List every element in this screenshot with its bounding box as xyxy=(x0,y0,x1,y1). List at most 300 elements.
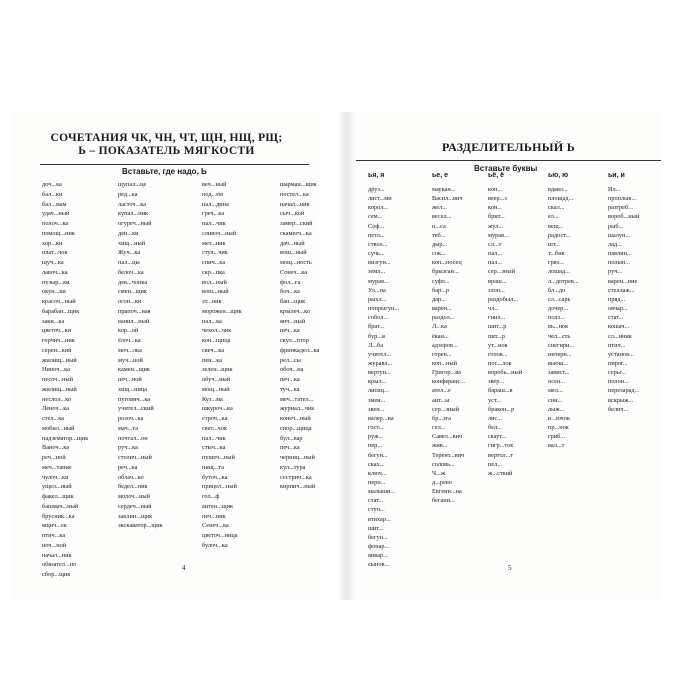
word-item: стыч...ка xyxy=(202,444,226,452)
word-item: свет...чок xyxy=(202,424,227,432)
word-item: Ул...на xyxy=(368,286,386,294)
word-item: пушеч...ный xyxy=(202,454,235,461)
word-item: башмач...ный xyxy=(42,502,79,510)
word-item: вертун... xyxy=(368,369,391,377)
word-item: почтал...он xyxy=(118,434,148,442)
word-item: ущел...ный xyxy=(42,483,72,491)
word-item: сем... xyxy=(368,213,383,221)
word-item: шит... xyxy=(368,524,384,532)
word-item: зелен...щик xyxy=(202,366,233,374)
word-item: пал...дина xyxy=(202,200,229,208)
word-item: стел...ка xyxy=(42,415,64,422)
word-item: жул... xyxy=(488,222,504,230)
word-item: сок... xyxy=(432,250,446,258)
word-item: пузыр...ки xyxy=(42,278,70,286)
word-item: стат... xyxy=(608,314,624,322)
word-item: нищ...та xyxy=(202,463,224,471)
word-item: купал...ник xyxy=(118,210,149,218)
word-item: Сенеч...ка xyxy=(202,522,229,530)
word-item: руж... xyxy=(368,433,384,441)
word-item: рыхл... xyxy=(368,295,387,303)
word-item: воробь...ный xyxy=(488,369,523,377)
word-item: конеч...ный xyxy=(280,415,311,422)
word-item: мет...ник xyxy=(202,239,226,247)
word-item: вьюш... xyxy=(548,359,569,367)
word-item: Савел...вич xyxy=(432,433,463,441)
word-item: бл...до xyxy=(548,286,566,294)
word-item: Ниноч...ка xyxy=(42,366,70,374)
word-item: звер... xyxy=(488,378,505,386)
word-item: ёлоч...ка xyxy=(118,337,141,344)
word-item: сердеч...ный xyxy=(118,502,152,510)
word-item: вош...ный xyxy=(280,249,307,257)
word-column-3 xyxy=(488,185,522,478)
word-item: осен... xyxy=(548,378,566,386)
word-item: жив... xyxy=(432,442,448,450)
word-item: пер... xyxy=(368,442,383,450)
word-item: бур...я xyxy=(368,332,385,340)
word-item: журнал...чик xyxy=(280,405,315,413)
word-item: Ил... xyxy=(608,186,621,193)
word-item: крыл... xyxy=(368,378,387,386)
word-item: пал...цы xyxy=(118,259,140,266)
book-gutter xyxy=(338,112,356,600)
word-item: учител... xyxy=(368,350,392,358)
word-item: корол... xyxy=(368,204,388,212)
word-item: серьг... xyxy=(608,369,627,377)
word-item: бар...р xyxy=(432,286,450,294)
word-item: лад... xyxy=(608,240,622,248)
word-item: вертол...т xyxy=(488,451,514,459)
word-item: чехол...чик xyxy=(202,327,232,335)
word-item: Л...ба xyxy=(368,341,383,349)
word-item: песоч...ный xyxy=(42,376,73,383)
word-item: учител...ский xyxy=(118,405,154,413)
word-item: жилищ...ный xyxy=(42,385,77,393)
word-item: печ...ка xyxy=(280,376,300,383)
word-item: моч...лка xyxy=(118,346,142,354)
word-item: шит...р xyxy=(488,323,507,331)
word-item: гол...ф xyxy=(202,493,220,500)
word-item: малыши... xyxy=(368,488,396,496)
word-item: дыр... xyxy=(432,240,448,248)
word-column-1 xyxy=(368,185,399,570)
column-header-1: ья, я xyxy=(368,172,385,179)
word-item: друз... xyxy=(368,186,385,193)
word-item: пел... xyxy=(488,460,503,468)
column-header-3: ьё, ё xyxy=(488,172,504,179)
word-item: весел... xyxy=(432,213,452,221)
word-item: Терент...вич xyxy=(432,451,465,459)
word-item: гигр...ток xyxy=(488,442,514,450)
word-item: адзоров... xyxy=(432,341,458,349)
word-item: визгун... xyxy=(368,259,391,267)
word-item: пал...ка xyxy=(202,317,222,325)
word-item: кон... xyxy=(488,204,502,212)
word-column-1 xyxy=(42,180,88,580)
word-item: вь...нок xyxy=(548,323,569,331)
word-item: огуреч...ный xyxy=(118,220,152,227)
word-item: овчар... xyxy=(608,305,628,313)
word-item: ящич...ек xyxy=(42,522,67,530)
word-item: мобил...ный xyxy=(42,424,75,432)
word-item: дар... xyxy=(432,295,446,303)
word-item: брызган... xyxy=(432,268,459,276)
word-item: обязател...но xyxy=(42,561,77,569)
word-item: птич...ка xyxy=(42,532,66,539)
word-item: д...рево xyxy=(432,479,452,486)
word-item: разгреб... xyxy=(608,204,633,212)
word-item: пал... xyxy=(488,250,503,258)
word-item: вдавл... xyxy=(548,186,568,193)
word-item: прапоч...ная xyxy=(118,307,151,315)
word-item: шт... xyxy=(548,240,560,248)
word-item: вещ... xyxy=(548,222,564,230)
word-item: бал...ки xyxy=(42,190,63,198)
word-item: т...бик xyxy=(548,250,565,258)
column-header-5: ьи, и xyxy=(608,172,625,179)
word-item: земл... xyxy=(368,268,386,276)
word-item: щуч...ка xyxy=(42,259,64,266)
word-item: ласточ...ка xyxy=(118,200,147,208)
word-item: боч...ка xyxy=(280,288,300,296)
word-item: скаут... xyxy=(488,433,507,441)
right-instruction: Вставьте буквы xyxy=(474,164,538,173)
word-item: Евгени...на xyxy=(432,488,462,496)
word-item: сбор...щик xyxy=(42,571,71,578)
word-item: конферанс... xyxy=(432,378,465,386)
word-column-4 xyxy=(548,185,579,451)
word-item: хищ...ница xyxy=(118,385,147,393)
left-page xyxy=(14,112,319,600)
word-item: лисиц... xyxy=(368,387,389,395)
word-item: жел... xyxy=(432,204,447,212)
word-item: сел... xyxy=(432,424,446,432)
word-item: теб... xyxy=(432,231,446,239)
word-item: неслол...ко xyxy=(42,395,72,403)
word-item: скал... xyxy=(548,204,565,212)
word-item: ант...ы xyxy=(432,396,450,404)
word-item: проплыв... xyxy=(608,195,637,203)
word-item: облач...ко xyxy=(118,473,144,481)
word-item: завист... xyxy=(548,369,570,377)
word-item: муч...ной xyxy=(118,356,143,364)
word-item: кирпич...ный xyxy=(280,483,316,491)
word-item: веч...ный xyxy=(202,181,227,188)
word-item: печ...ка xyxy=(280,327,300,335)
word-item: бегани... xyxy=(432,497,455,505)
word-item: мурав... xyxy=(488,231,509,239)
word-item: брит... xyxy=(488,213,505,221)
word-item: коп...носец xyxy=(432,259,462,267)
word-item: ател...е xyxy=(432,387,451,395)
word-item: полон... xyxy=(608,378,629,386)
word-item: варен... xyxy=(432,305,452,313)
word-item: молоч...ный xyxy=(118,493,151,500)
word-item: Куз...ма xyxy=(202,395,223,403)
word-item: ел... xyxy=(548,213,559,221)
word-item: интерн... xyxy=(548,350,572,358)
word-item: ёкан... xyxy=(432,332,449,340)
word-item: змеи... xyxy=(368,396,386,404)
word-item: бал...мам xyxy=(42,200,67,208)
word-item: заклин...щик xyxy=(118,512,153,520)
word-item: руч... xyxy=(608,268,623,276)
word-item: сл...сарь xyxy=(548,295,571,303)
word-item: прицел...ный xyxy=(202,483,237,491)
word-item: антен...щик xyxy=(202,502,234,510)
word-item: Леноч...ка xyxy=(42,405,70,413)
word-item: бан...щик xyxy=(280,298,306,305)
word-item: пос...лок xyxy=(488,359,512,367)
word-item: кошач... xyxy=(608,323,630,331)
word-item: мощ...ный xyxy=(202,385,230,393)
word-item: сынов... xyxy=(368,561,390,569)
left-title-rule xyxy=(40,164,309,165)
word-item: экскаватор...щик xyxy=(118,522,163,530)
word-item: лист...ми xyxy=(368,195,392,203)
word-item: сл...т xyxy=(488,240,502,248)
word-item: барабан...щик xyxy=(42,307,80,315)
word-item: ключ... xyxy=(368,469,387,477)
right-column-headers xyxy=(356,172,661,182)
word-item: сучь... xyxy=(368,250,385,258)
left-title-line1: СОЧЕТАНИЯ ЧК, ЧН, ЧТ, ЩН, НЩ, РЩ; xyxy=(50,132,283,144)
word-item: попрыгун... xyxy=(368,305,400,313)
word-item: лис... xyxy=(488,414,503,422)
word-item: январ... xyxy=(368,552,388,560)
word-item: надзематор...щик xyxy=(42,434,89,442)
column-header-4: ью, ю xyxy=(548,172,569,179)
word-item: лыж... xyxy=(548,405,565,413)
word-item: сливоч...ный xyxy=(202,229,237,237)
word-item: Сонеч...ка xyxy=(280,268,308,276)
word-item: валер...на xyxy=(368,414,394,422)
word-item: дач...ный xyxy=(280,239,305,247)
word-item: щупал...це xyxy=(118,181,147,188)
word-item: мурав... xyxy=(368,277,389,285)
word-item: ут...нок xyxy=(488,341,508,349)
word-item: рел...сы xyxy=(280,356,301,364)
word-item: варен...ние xyxy=(608,277,638,285)
word-item: чл... xyxy=(488,305,500,313)
word-item: под...ем xyxy=(202,190,224,198)
word-item: факел...щик xyxy=(42,493,74,500)
word-item: соловь... xyxy=(432,460,455,468)
word-item: туч...ка xyxy=(280,385,300,393)
word-item: ред...ка xyxy=(118,190,138,198)
word-item: Ваноч...ка xyxy=(42,444,69,452)
word-item: н...ючок xyxy=(548,414,570,422)
word-item: ступ... xyxy=(368,506,385,514)
word-item: бул...вар xyxy=(280,434,303,442)
word-item: гриб... xyxy=(548,433,566,441)
word-item: сер...зный xyxy=(432,405,459,413)
word-item: окун...ки xyxy=(42,288,66,296)
word-item: спор...щица xyxy=(280,424,312,432)
word-item: красоч...ный xyxy=(42,298,76,305)
word-item: скамееч...ка xyxy=(280,229,312,237)
word-item: бегун... xyxy=(368,533,388,541)
word-item: павлин... xyxy=(608,250,632,258)
word-item: уст... xyxy=(488,396,501,404)
word-item: пал...чик xyxy=(202,434,226,442)
word-item: смен...щик xyxy=(118,288,147,296)
word-item: бракон...р xyxy=(488,405,515,413)
word-item: лошад... xyxy=(548,268,570,276)
word-item: фол...га xyxy=(280,278,301,286)
word-item: враш... xyxy=(488,277,507,285)
word-item: вал...т xyxy=(548,442,565,450)
word-item: пит...р xyxy=(488,332,505,340)
word-item: маукан... xyxy=(432,186,456,193)
word-item: цветоч...ница xyxy=(202,532,238,539)
word-item: меч...тател... xyxy=(280,395,314,403)
word-item: гост... xyxy=(368,424,384,432)
word-item: бедел...ник xyxy=(118,483,148,491)
word-item: петл... xyxy=(368,231,385,239)
word-item: доч...ка xyxy=(42,181,62,188)
word-item: мощ...ность xyxy=(280,259,312,266)
word-column-3 xyxy=(202,180,242,551)
word-item: Ч...ж xyxy=(432,469,446,477)
word-item: эт...ник xyxy=(202,298,222,305)
word-item: Л...ка xyxy=(432,323,447,331)
word-item: пряд... xyxy=(608,295,626,303)
word-item: полз... xyxy=(548,314,565,322)
word-item: булоч...ка xyxy=(202,541,228,549)
word-item: ж...сткий xyxy=(488,469,513,477)
word-item: мел... xyxy=(548,387,563,395)
word-item: обуч...ный xyxy=(202,376,231,383)
word-item: горчич...ник xyxy=(42,337,75,344)
word-item: раздобыл... xyxy=(488,295,518,303)
word-item: рыб... xyxy=(608,222,624,230)
word-item: пирог... xyxy=(608,359,628,367)
word-item: п...са xyxy=(432,222,446,230)
word-item: цветоч...ки xyxy=(42,327,72,335)
left-page-number: 4 xyxy=(182,564,186,572)
word-item: л...дотрев... xyxy=(548,277,579,285)
word-item: радост... xyxy=(548,231,571,239)
word-item: пал... xyxy=(488,259,503,267)
word-item: втихар... xyxy=(368,515,391,523)
word-item: хищ...ный xyxy=(118,239,146,247)
word-item: кул...тура xyxy=(280,463,306,471)
word-item: меч...тание xyxy=(42,463,72,471)
word-item: кон...щица xyxy=(202,337,231,344)
word-item: янч...ный xyxy=(280,317,306,325)
column-header-2: ье, е xyxy=(432,172,448,179)
word-item: помощ...ник xyxy=(42,229,75,237)
word-item: буточ...ка xyxy=(202,473,228,481)
word-item: бр...зга xyxy=(432,414,451,422)
word-item: заки...ка xyxy=(42,317,65,325)
word-item: дочер... xyxy=(548,305,569,313)
word-item: вскрыж... xyxy=(608,396,634,404)
word-item: столич...ный xyxy=(118,454,152,461)
word-item: собол... xyxy=(368,314,389,322)
word-item: журавл... xyxy=(368,359,393,367)
word-item: ноч...ной xyxy=(42,541,67,549)
word-item: спич...ка xyxy=(202,259,226,266)
left-page-title xyxy=(14,132,319,158)
word-item: Соф... xyxy=(368,222,385,230)
word-item: сни... xyxy=(548,396,563,404)
word-column-2 xyxy=(432,185,465,505)
word-item: начал...ник xyxy=(42,551,72,559)
word-item: фринкадел...ка xyxy=(280,346,320,354)
word-item: реч...ка xyxy=(118,463,138,471)
word-item: сл...нник xyxy=(608,332,632,340)
word-item: сер...зный xyxy=(488,268,515,276)
word-item: розоч...ка xyxy=(118,415,144,422)
word-item: шалун... xyxy=(608,231,631,239)
word-item: горен... xyxy=(432,350,452,358)
word-item: печ...ка xyxy=(280,444,300,452)
word-item: огон...ки xyxy=(118,298,142,305)
word-item: площад... xyxy=(548,195,574,203)
right-page-title: РАЗДЕЛИТЕЛЬНЫЙ Ь xyxy=(441,140,576,154)
word-item: пен...ка xyxy=(202,356,223,364)
word-item: стеллаж... xyxy=(608,286,635,294)
word-item: стул...чик xyxy=(202,249,228,257)
word-item: гнил... xyxy=(488,314,506,322)
word-item: мач...та xyxy=(118,424,138,432)
word-item: крылеч...ко xyxy=(280,307,310,315)
word-item: фонар... xyxy=(368,543,390,551)
right-title-rule xyxy=(356,160,661,161)
word-item: птич... xyxy=(608,341,626,349)
word-item: замер...ский xyxy=(280,220,313,227)
word-item: чулоч...ки xyxy=(42,473,69,481)
word-item: морожен...щик xyxy=(202,307,242,315)
word-item: шарман...щик xyxy=(280,181,317,188)
word-item: голов... xyxy=(488,350,508,358)
word-item: скул...птор xyxy=(280,337,309,344)
word-column-5 xyxy=(608,185,639,414)
word-item: белоч...ка xyxy=(118,268,144,276)
word-item: строч...ка xyxy=(202,415,228,422)
word-item: пр...нок xyxy=(548,424,569,432)
word-item: полоч...ка xyxy=(42,220,69,227)
word-item: хор...ки xyxy=(42,239,63,247)
word-item: свеч...ка xyxy=(202,346,225,354)
word-item: бараш...к xyxy=(488,387,513,395)
word-item: брат... xyxy=(368,323,384,331)
word-item: перезарад... xyxy=(608,387,640,395)
right-page xyxy=(356,112,661,600)
word-item: перн... xyxy=(368,479,386,486)
word-item: коп...ный xyxy=(432,359,457,367)
word-item: звен... xyxy=(368,405,385,413)
word-column-2 xyxy=(118,180,163,531)
word-item: вол...ный xyxy=(202,278,227,286)
word-item: сках... xyxy=(368,460,385,468)
word-item: Васил...вич xyxy=(432,195,463,203)
word-item: стат... xyxy=(368,497,384,505)
word-item: печ...ник xyxy=(202,512,226,520)
word-item: бегун... xyxy=(368,451,388,459)
word-item: печ...ной xyxy=(118,376,142,383)
word-item: удач...ный xyxy=(42,210,70,218)
word-item: сыч...кой xyxy=(280,210,305,218)
word-item: руч...ка xyxy=(118,444,138,452)
word-item: обоч...на xyxy=(280,366,304,374)
word-item: суфл... xyxy=(432,277,450,285)
word-column-4 xyxy=(280,180,319,492)
word-item: кор...ой xyxy=(118,327,139,335)
